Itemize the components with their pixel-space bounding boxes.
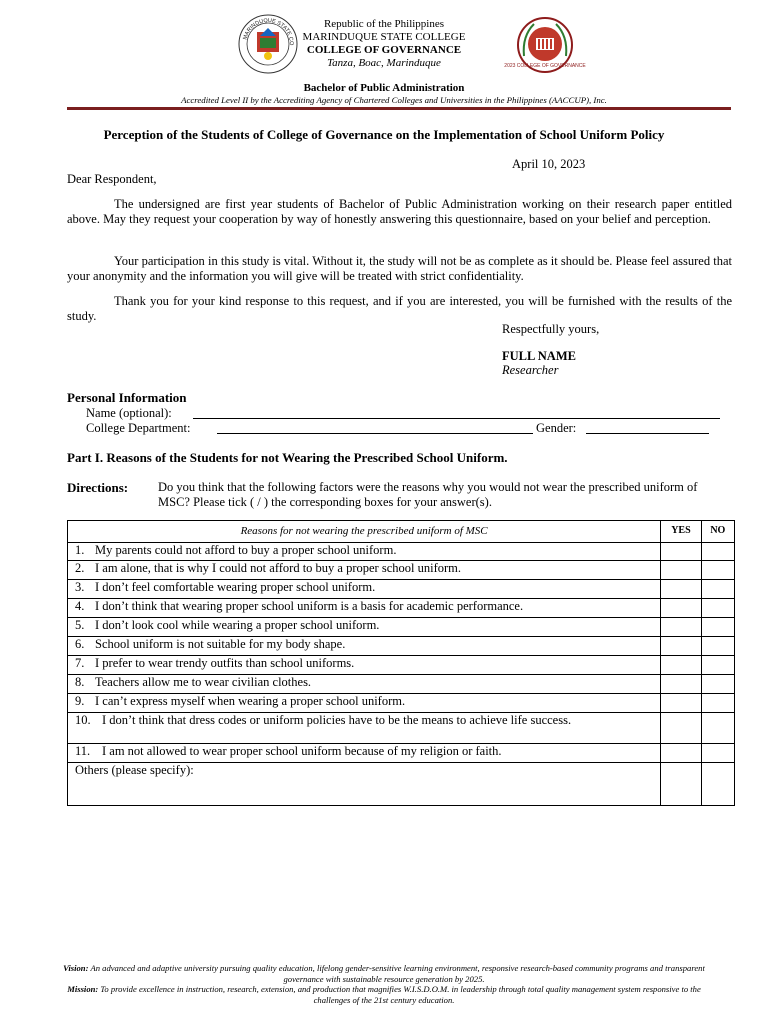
table-header-row	[68, 521, 735, 543]
reasons-table	[67, 520, 735, 806]
row-number: 8.	[75, 675, 85, 689]
header-republic: Republic of the Philippines	[323, 18, 445, 30]
signer-name: FULL NAME	[502, 349, 576, 363]
yes-checkbox-cell[interactable]	[661, 763, 701, 806]
reason-text: I don’t feel comfortable wearing proper school uniform.	[95, 580, 376, 594]
table-row	[68, 675, 735, 694]
yes-checkbox-cell[interactable]	[661, 561, 701, 580]
row-number: 9.	[75, 694, 85, 708]
reason-text: I am not allowed to wear proper school uniform because of my religion or faith.	[102, 744, 502, 758]
header-divider	[67, 107, 731, 110]
mission-statement	[60, 984, 708, 1005]
no-checkbox-cell[interactable]	[701, 744, 734, 763]
reason-text: My parents could not afford to buy a proper school uniform.	[95, 543, 397, 557]
reason-text: I can’t express myself when wearing a proper school uniform.	[95, 694, 406, 708]
row-number: 11.	[75, 744, 91, 758]
reason-text: School uniform is not suitable for my body shape.	[95, 637, 346, 651]
name-label: Name (optional):	[86, 406, 172, 420]
row-number: 7.	[75, 656, 85, 670]
table-row	[68, 656, 735, 675]
mission-text: To provide excellence in instruction, research, extension, and production that magnifies W.I.S.D.O.M. in leadership through total quality management system responsive to the challenges of the 21st century education.	[100, 984, 701, 1005]
thanks-paragraph: Thank you for your kind response to this request, and if you are interested, you will be furnished with the results of the study.	[67, 294, 732, 323]
reason-text: I am alone, that is why I could not afford to buy a proper school uniform.	[95, 561, 462, 575]
letter-date: April 10, 2023	[512, 157, 586, 171]
no-checkbox-cell[interactable]	[701, 599, 734, 618]
reason-text: I don’t think that wearing proper school uniform is a basis for academic performance.	[95, 599, 524, 613]
program-name: Bachelor of Public Administration	[303, 82, 465, 94]
intro-paragraph: The undersigned are first year students of Bachelor of Public Administration working on their research paper entitled above. May they request your cooperation by way of honestly answering this questionnaire, based on your belief and perception.	[67, 197, 732, 226]
department-field[interactable]	[217, 433, 533, 434]
directions-label: Directions:	[67, 480, 129, 495]
row-number: 3.	[75, 580, 85, 594]
others-label: Others (please specify):	[75, 763, 194, 777]
vision-label: Vision:	[63, 963, 89, 973]
header-college: MARINDUQUE STATE COLLEGE	[302, 31, 466, 43]
mission-label: Mission:	[67, 984, 99, 994]
name-field[interactable]	[193, 418, 720, 419]
directions-text: Do you think that the following factors were the reasons why you would not wear the prescribed uniform of MSC? Please tick ( / ) the corresponding boxes for your answer(s).	[158, 480, 698, 509]
personal-info-heading: Personal Information	[67, 390, 187, 405]
yes-checkbox-cell[interactable]	[661, 656, 701, 675]
no-checkbox-cell[interactable]	[701, 618, 734, 637]
row-number: 4.	[75, 599, 85, 613]
yes-column-header: YES	[661, 521, 701, 543]
reason-text: I prefer to wear trendy outfits than school uniforms.	[95, 656, 355, 670]
department-label: College Department:	[86, 421, 191, 435]
questionnaire-title: Perception of the Students of College of Governance on the Implementation of School Uniform Policy	[103, 127, 665, 142]
header-address: Tanza, Boac, Marinduque	[327, 57, 441, 69]
no-checkbox-cell[interactable]	[701, 561, 734, 580]
accreditation-line: Accredited Level II by the Accrediting Agency of Chartered Colleges and Universities in the Philippines (AACCUP), Inc.	[181, 95, 607, 105]
row-number: 2.	[75, 561, 85, 575]
others-row	[68, 763, 735, 806]
vision-text: An advanced and adaptive university pursuing quality education, lifelong gender-sensitive learning environment, responsive research-based community programs and transparent governance with sustainable resource generation by 2025.	[90, 963, 705, 984]
table-row	[68, 599, 735, 618]
confidentiality-paragraph: Your participation in this study is vital. Without it, the study will not be as complete as it should be. Please feel assured that your anonymity and the information you will give will be treated with strict confidentiality.	[67, 254, 732, 283]
no-checkbox-cell[interactable]	[701, 543, 734, 561]
no-column-header: NO	[701, 521, 734, 543]
table-row	[68, 744, 735, 763]
table-row	[68, 561, 735, 580]
salutation: Dear Respondent,	[67, 172, 157, 186]
yes-checkbox-cell[interactable]	[661, 580, 701, 599]
row-number: 10.	[75, 713, 91, 727]
yes-checkbox-cell[interactable]	[661, 694, 701, 713]
no-checkbox-cell[interactable]	[701, 713, 734, 744]
gender-field[interactable]	[586, 433, 709, 434]
part1-heading: Part I. Reasons of the Students for not Wearing the Prescribed School Uniform.	[67, 450, 508, 465]
no-checkbox-cell[interactable]	[701, 694, 734, 713]
table-row	[68, 713, 735, 744]
yes-checkbox-cell[interactable]	[661, 599, 701, 618]
college-of-governance-seal	[504, 16, 586, 74]
yes-checkbox-cell[interactable]	[661, 713, 701, 744]
no-checkbox-cell[interactable]	[701, 580, 734, 599]
table-row	[68, 618, 735, 637]
no-checkbox-cell[interactable]	[701, 656, 734, 675]
no-checkbox-cell[interactable]	[701, 763, 734, 806]
reason-column-header: Reasons for not wearing the prescribed uniform of MSC	[68, 521, 661, 543]
no-checkbox-cell[interactable]	[701, 637, 734, 656]
reason-text: I don’t think that dress codes or uniform policies have to be the means to achieve life success.	[102, 713, 572, 727]
table-row	[68, 694, 735, 713]
svg-text:MARINDUQUE STATE COLLEGE: MARINDUQUE STATE CO	[242, 17, 295, 46]
gender-label: Gender:	[536, 421, 577, 435]
table-row	[68, 543, 735, 561]
header-unit: COLLEGE OF GOVERNANCE	[306, 44, 462, 56]
table-row	[68, 580, 735, 599]
reason-text: Teachers allow me to wear civilian clothes.	[95, 675, 312, 689]
table-row	[68, 637, 735, 656]
signer-role: Researcher	[502, 363, 559, 377]
vision-mission-footer	[60, 963, 708, 1005]
no-checkbox-cell[interactable]	[701, 675, 734, 694]
reason-text: I don’t look cool while wearing a proper school uniform.	[95, 618, 380, 632]
yes-checkbox-cell[interactable]	[661, 675, 701, 694]
row-number: 5.	[75, 618, 85, 632]
yes-checkbox-cell[interactable]	[661, 637, 701, 656]
yes-checkbox-cell[interactable]	[661, 744, 701, 763]
svg-text:2023 COLLEGE OF GOVERNANCE: 2023 COLLEGE OF GOVERNANCE	[504, 63, 586, 69]
yes-checkbox-cell[interactable]	[661, 543, 701, 561]
closing: Respectfully yours,	[502, 322, 600, 336]
vision-statement	[60, 963, 708, 984]
row-number: 1.	[75, 543, 85, 557]
row-number: 6.	[75, 637, 85, 651]
yes-checkbox-cell[interactable]	[661, 618, 701, 637]
